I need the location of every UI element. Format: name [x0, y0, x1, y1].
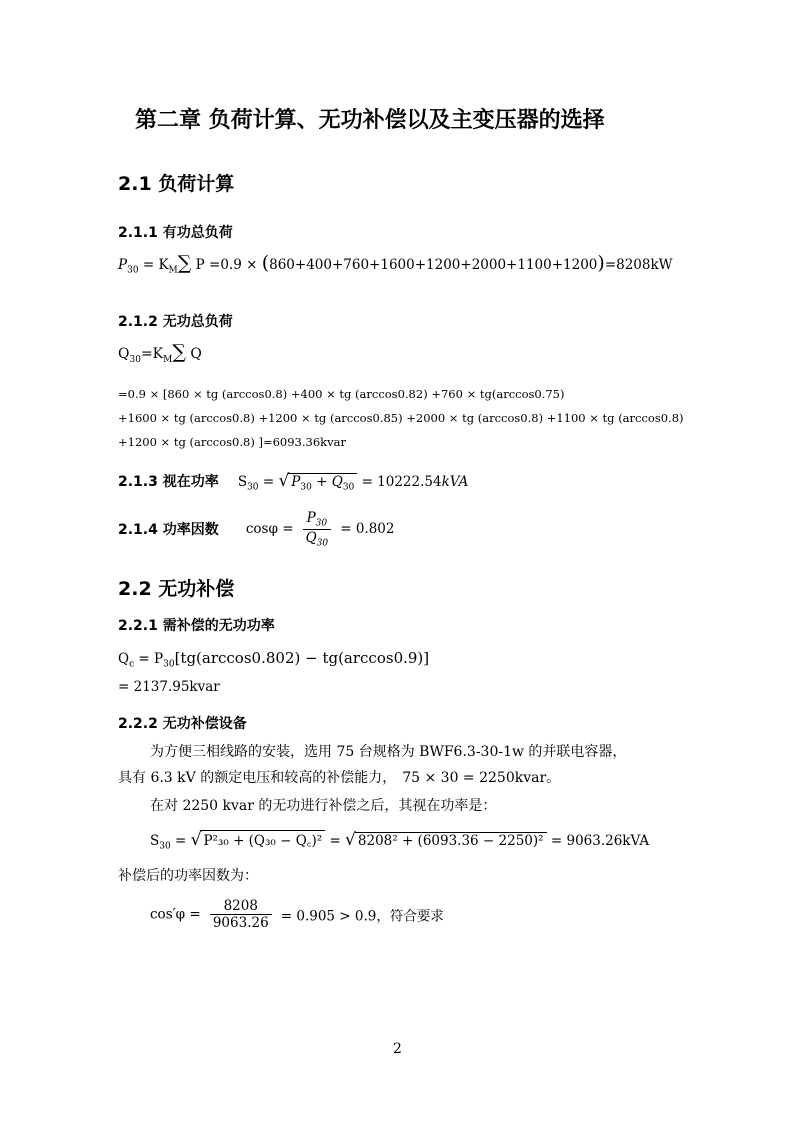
p-subscript: 30 — [127, 265, 139, 276]
s-subscript: 30 — [247, 482, 259, 493]
equals: = — [262, 474, 275, 490]
section-2-2-1-heading: 2.2.1 需补偿的无功功率 — [118, 618, 275, 634]
q-var: Q — [190, 346, 202, 362]
section-2-2-heading: 2.2 无功补偿 — [118, 578, 235, 600]
fraction-numerator: 8208 — [210, 898, 272, 915]
sqrt-sign-2: √ — [345, 830, 356, 850]
sqrt-sign-1: √ — [190, 830, 202, 850]
cos-label: cos′φ = — [150, 906, 201, 923]
reactive-line-1: =0.9 × [860 × tg (arccos0.8) +400 × tg (arccos0.82) +760 × tg(arccos0.75) — [118, 387, 565, 401]
compensation-formula-line-2: = 2137.95kvar — [118, 679, 220, 695]
numerator-sub: 30 — [315, 518, 328, 529]
paragraph-1-line-2 — [118, 767, 560, 787]
apparent-power-formula — [237, 471, 469, 493]
compensated-pf-result: = 0.905 > 0.9，符合要求 — [280, 908, 444, 925]
sqrt-body — [288, 473, 357, 493]
s-symbol: S — [237, 474, 248, 490]
paragraph-2: 在对 2250 kvar 的无功进行补偿之后，其视在功率是： — [150, 798, 497, 814]
numerator-p: P — [306, 510, 316, 526]
paragraph-3: 补偿后的功率因数为： — [118, 868, 258, 884]
paragraph-1-text: 具有 6.3 kV 的额定电压和较高的补偿能力， — [118, 770, 397, 786]
compensated-pf-formula — [150, 898, 444, 931]
active-load-formula — [118, 254, 673, 276]
apparent-power-result: = 10222.54 — [361, 474, 442, 490]
formula-mid: P =0.9 × — [195, 257, 262, 273]
chapter-title: 第二章 负荷计算、无功补偿以及主变压器的选择 — [135, 108, 605, 133]
reactive-line-2: +1600 × tg (arccos0.8) +1200 × tg (arccos0.85) +2000 × tg (arccos0.8) +1100 × tg (arccos0.8) — [118, 411, 684, 425]
q-subscript: 30 — [342, 482, 355, 493]
compensated-apparent-formula — [150, 830, 649, 852]
sum-symbol: ∑ — [177, 252, 192, 274]
equals: = — [175, 833, 187, 849]
p-subscript: 30 — [300, 482, 312, 493]
equals-k: =K — [140, 346, 164, 362]
section-2-1-4-heading: 2.1.4 功率因数 — [118, 522, 219, 539]
q-subscript: 30 — [129, 354, 141, 365]
paren-open: ( — [261, 252, 270, 274]
section-2-2-2-heading: 2.2.2 无功补偿设备 — [118, 716, 247, 732]
section-2-1-heading: 2.1 负荷计算 — [118, 173, 235, 195]
paragraph-1-line-1: 为方便三相线路的安装，选用 75 台规格为 BWF6.3-30-1w 的并联电容器， — [150, 744, 627, 760]
s-symbol: S — [150, 833, 160, 849]
p-symbol: P — [118, 257, 128, 273]
fraction-denominator: 9063.26 — [212, 915, 269, 931]
sqrt-body-1: P²₃₀ + (Q₃₀ − Q꜀)² — [200, 830, 325, 849]
sqrt-sign: √ — [278, 471, 290, 491]
equals-p: = P — [138, 651, 164, 667]
active-load-result: =8208kW — [604, 257, 673, 273]
section-2-1-4-row — [118, 510, 394, 548]
reactive-load-formula — [118, 343, 202, 365]
power-factor-fraction — [303, 510, 332, 548]
sqrt-body-2: 8208² + (6093.36 − 2250)² — [355, 832, 547, 849]
plus: + — [316, 474, 328, 490]
p-subscript: 30 — [163, 659, 175, 670]
s-subscript: 30 — [159, 841, 171, 852]
equals-k: = K — [142, 257, 169, 273]
page-number: 2 — [393, 1041, 402, 1057]
paren-close: ) — [597, 252, 605, 274]
p-symbol: P — [291, 474, 301, 490]
capacity-calc: 75 × 30 = 2250kvar — [402, 770, 547, 786]
denominator-q: Q — [305, 529, 317, 546]
power-factor-result: = 0.802 — [340, 521, 395, 538]
fraction-numerator — [303, 510, 332, 530]
reactive-line-3: +1200 × tg (arccos0.8) ]=6093.36kvar — [118, 435, 346, 449]
section-2-1-1-heading: 2.1.1 有功总负荷 — [118, 225, 233, 241]
section-2-1-2-heading: 2.1.2 无功总负荷 — [118, 314, 233, 330]
q-symbol: Q — [118, 346, 130, 362]
compensated-apparent-result: = 9063.26kVA — [550, 833, 650, 849]
k-subscript: M — [168, 265, 178, 276]
compensated-pf-fraction — [210, 898, 272, 931]
q-symbol: Q — [331, 474, 343, 490]
tg-expression: [tg(arccos0.802) − tg(arccos0.9)] — [174, 649, 430, 667]
section-2-1-3-row — [118, 471, 468, 493]
fraction-denominator — [303, 530, 332, 549]
sum-symbol: ∑ — [172, 341, 186, 363]
equals-2: = — [329, 833, 341, 849]
qc-symbol: Q — [118, 651, 130, 667]
qc-subscript: c — [129, 659, 135, 670]
apparent-power-unit: kVA — [441, 474, 469, 490]
paragraph-1-period: 。 — [546, 770, 561, 786]
cos-label: cosφ = — [245, 521, 294, 538]
load-sum: 860+400+760+1600+1200+2000+1100+1200 — [269, 257, 598, 273]
section-2-1-3-heading: 2.1.3 视在功率 — [118, 474, 219, 490]
denominator-sub: 30 — [316, 538, 329, 549]
compensation-formula-line-1 — [118, 649, 429, 670]
k-subscript: M — [163, 354, 173, 365]
